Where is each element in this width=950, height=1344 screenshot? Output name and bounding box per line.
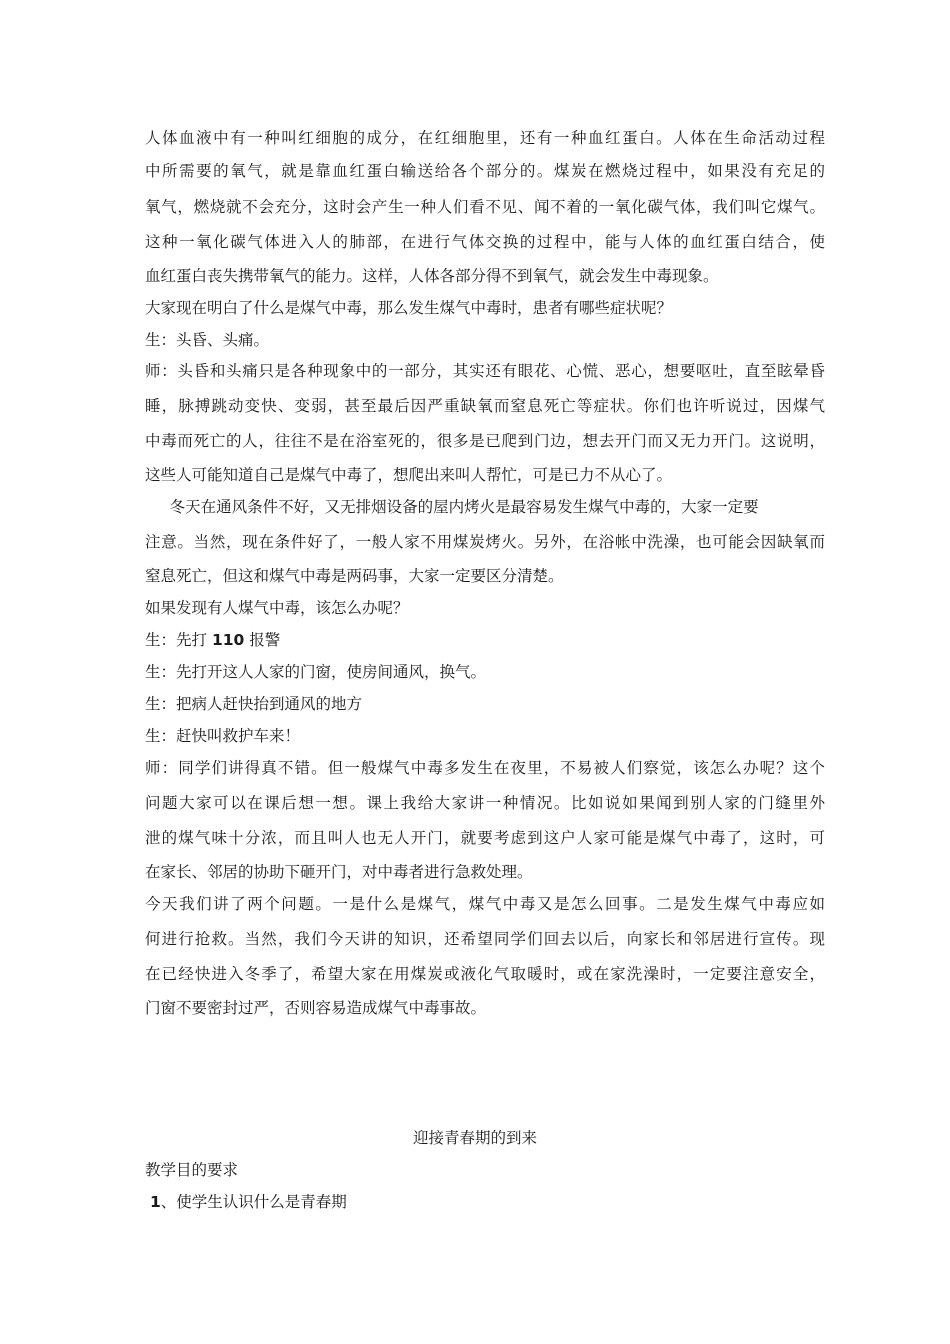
body-line: 睡，脉搏跳动变快、变弱，甚至最后因严重缺氧而窒息死亡等症状。你们也许听说过，因煤气 [145,397,825,415]
body-line: 门窗不要密封过严，否则容易造成煤气中毒事故。 [145,999,487,1017]
student-line: 生：把病人赶快抬到通风的地方 [145,695,363,713]
student-line: 生：先打开这人人家的门窗，使房间通风，换气。 [145,663,487,681]
teacher-line: 师：同学们讲得真不错。但一般煤气中毒多发生在夜里，不易被人们察觉，该怎么办呢？这个 [145,759,825,777]
body-line: 问题大家可以在课后想一想。课上我给大家讲一种情况。比如说如果闻到别人家的门缝里外 [145,794,825,812]
body-line: 中所需要的氧气，就是靠血红蛋白输送给各个部分的。煤炭在燃烧过程中，如果没有充足的 [145,162,825,180]
summary-line: 今天我们讲了两个问题。一是什么是煤气，煤气中毒又是怎么回事。二是发生煤气中毒应如 [145,895,825,913]
body-line: 泄的煤气味十分浓，而且叫人也无人开门，就要考虑到这户人家可能是煤气中毒了，这时，可 [145,829,825,847]
body-line: 大家现在明白了什么是煤气中毒，那么发生煤气中毒时，患者有哪些症状呢？ [145,299,673,317]
body-line: 这种一氧化碳气体进入人的肺部，在进行气体交换的过程中，能与人体的血红蛋白结合，使 [145,233,825,251]
body-line: 人体血液中有一种叫红细胞的成分，在红细胞里，还有一种血红蛋白。人体在生命活动过程 [145,129,825,147]
emergency-number: 110 [211,631,245,649]
objectives-heading: 教学目的要求 [145,1161,239,1179]
student-line-110 [145,630,825,650]
body-line: 注意。当然，现在条件好了，一般人家不用煤炭烤火。另外，在浴帐中洗澡，也可能会因缺氧而 [145,533,825,551]
objective-item [150,1192,830,1212]
objective-text: 、使学生认识什么是青春期 [160,1193,347,1211]
student-line: 生：头昏、头痛。 [145,331,270,349]
body-line: 中毒而死亡的人，往往不是在浴室死的，很多是已爬到门边，想去开门而又无力开门。这说明， [145,432,825,450]
body-line: 窒息死亡，但这和煤气中毒是两码事，大家一定要区分清楚。 [145,567,564,585]
teacher-line: 师：头昏和头痛只是各种现象中的一部分，其实还有眼花、心慌、恶心，想要呕吐，直至眩晕昏 [145,362,825,380]
body-line: 这些人可能知道自己是煤气中毒了，想爬出来叫人帮忙，可是已力不从心了。 [145,466,673,484]
body-line: 何进行抢救。当然，我们今天讲的知识，还希望同学们回去以后，向家长和邻居进行宣传。现 [145,930,825,948]
student-line: 生：赶快叫救护车来！ [145,727,301,745]
body-line: 血红蛋白丧失携带氧气的能力。这样，人体各部分得不到氧气，就会发生中毒现象。 [145,267,719,285]
body-line: 在家长、邻居的协助下砸开门，对中毒者进行急救处理。 [145,863,533,881]
body-line: 在已经快进入冬季了，希望大家在用煤炭或液化气取暖时，或在家洗澡时，一定要注意安全， [145,965,825,983]
body-line: 冬天在通风条件不好，又无排烟设备的屋内烤火是最容易发生煤气中毒的，大家一定要 [145,498,759,516]
student-line-110-prefix: 生：先打 [145,631,212,649]
question-line: 如果发现有人煤气中毒，该怎么办呢？ [145,599,409,617]
student-line-110-suffix: 报警 [244,631,281,649]
section-title: 迎接青春期的到来 [412,1129,537,1147]
objective-number: 1 [150,1193,161,1211]
body-line: 氧气，燃烧就不会充分，这时会产生一种人们看不见、闻不着的一氧化碳气体，我们叫它煤气。 [145,198,825,216]
